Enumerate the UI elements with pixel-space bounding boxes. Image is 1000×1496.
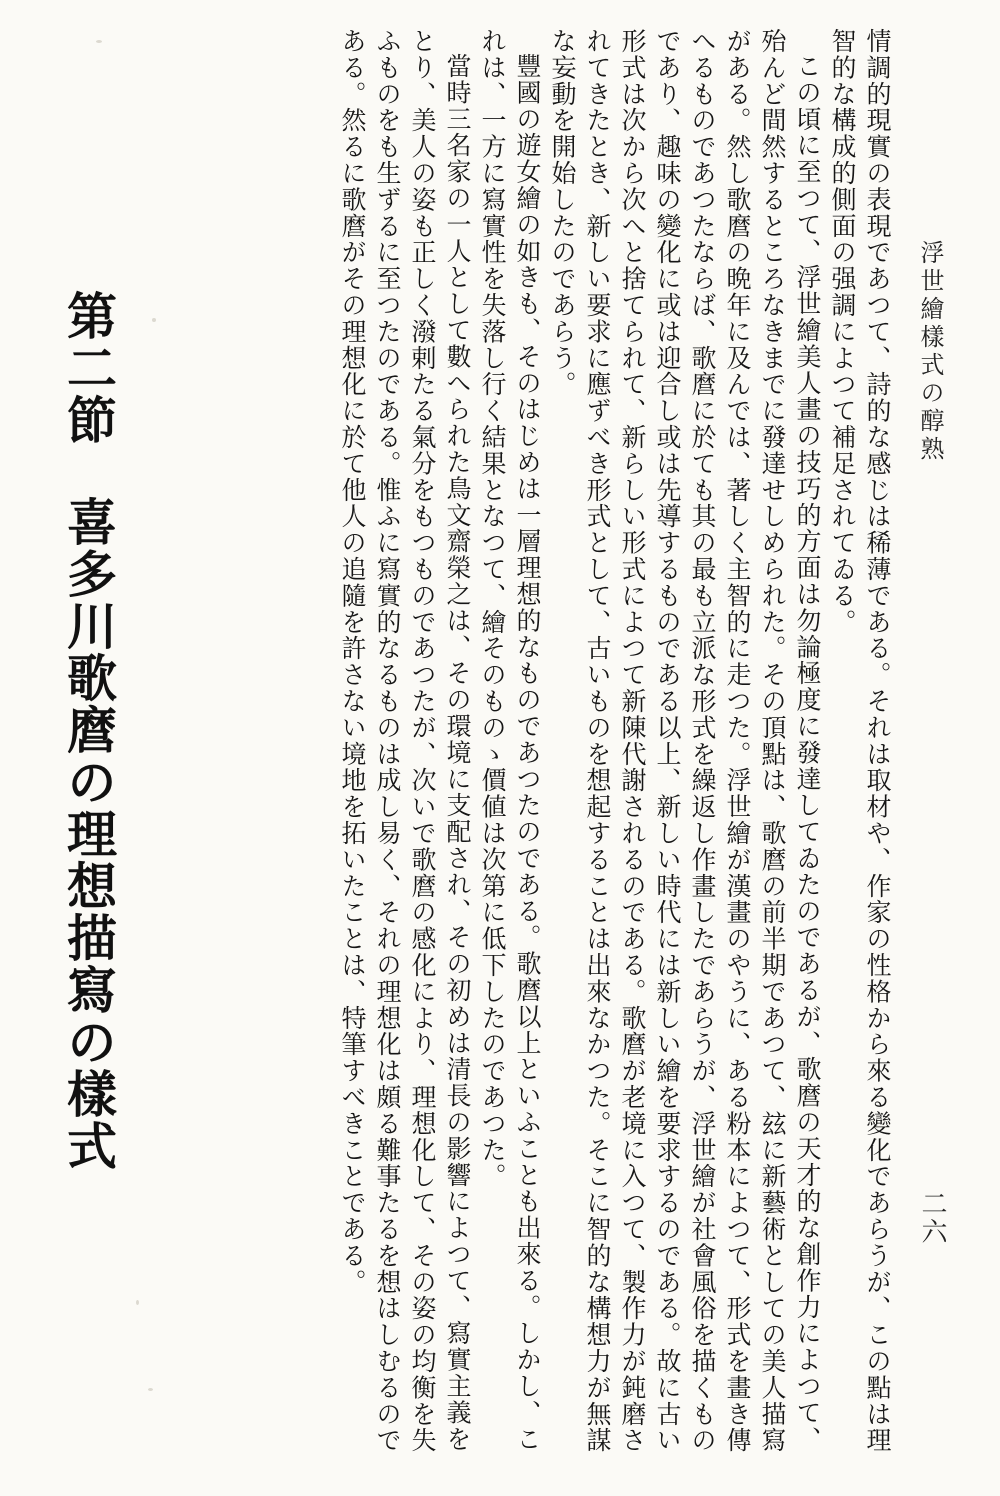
paragraph: この頃に至つて、浮世繪美人畫の技巧的方面は勿論極度に發達してゐたのであるが、歌麿の天才的な創作力によつて、殆んど間然するところなきまでに發達せしめられた。その頂點は、歌麿の前半期であつて、玆に新藝術としての美人描寫がある。然し歌麿の晩年に及んでは、著しく主智的に走つた。浮世繪が漢畫のやうに、ある粉本によつて、形式を畫き傳へるものであつたならば、歌麿に於ても其の最も立派な形式を繰返し作畫したであらうが、浮世繪が社會風俗を描くものであり、趣味の變化に或は迎合し或は先導するものである以上、新しい時代には新しい繪を要求するのである。故に古い形式は次から次へと捨てられて、新らしい形式によつて新陳代謝されるのである。歌麿が老境に入つて、製作力が鈍磨されてきたとき、新しい要求に應ずべき形式として、古いものを想起することは出來なかつた。そこに智的な構想力が無謀な妄動を開始したのであらう。 xyxy=(548,28,822,1454)
scan-speck xyxy=(96,40,102,43)
scan-speck xyxy=(152,318,156,322)
section-number: 第二節 xyxy=(59,290,118,446)
section-heading xyxy=(58,290,118,1390)
scan-speck xyxy=(148,1388,153,1391)
paragraph: 當時三名家の一人として數へられた鳥文齋榮之は、その環境に支配され、その初めは清長の影響によつて、寫實主義をとり、美人の姿も正しく潑剌たる氣分をもつものであつたが、次いで歌麿の感化により、理想化して、その姿の均衡を失ふものをも生ずるに至つたのである。惟ふに寫實的なるものは成し易く、それの理想化は頗る難事たるを想はしむるのである。然るに歌麿がその理想化に於て他人の追隨を許さない境地を拓いたことは、特筆すべきことである。 xyxy=(338,28,472,1454)
page-number: 二六 xyxy=(917,1190,947,1246)
section-title: 喜多川歌麿の理想描寫の樣式 xyxy=(59,496,118,1172)
paragraph: 情調的現實の表現であつて、詩的な感じは稀薄である。それは取材や、作家の性格から來る變化であらうが、この點は理智的な構成的側面の强調によつて補足されてゐる。 xyxy=(828,28,892,1454)
scan-speck xyxy=(136,1300,139,1305)
paragraph: 豐國の遊女繪の如きも、そのはじめは一層理想的なものであつたのである。歌麿以上といふことも出來る。しかし、これは、一方に寫實性を失落し行く結果となつて、繪そのものゝ價値は次第に低下したのであつた。 xyxy=(478,28,542,1453)
running-header: 浮世繪樣式の醇熟 xyxy=(916,240,944,464)
body-text xyxy=(195,28,895,1468)
